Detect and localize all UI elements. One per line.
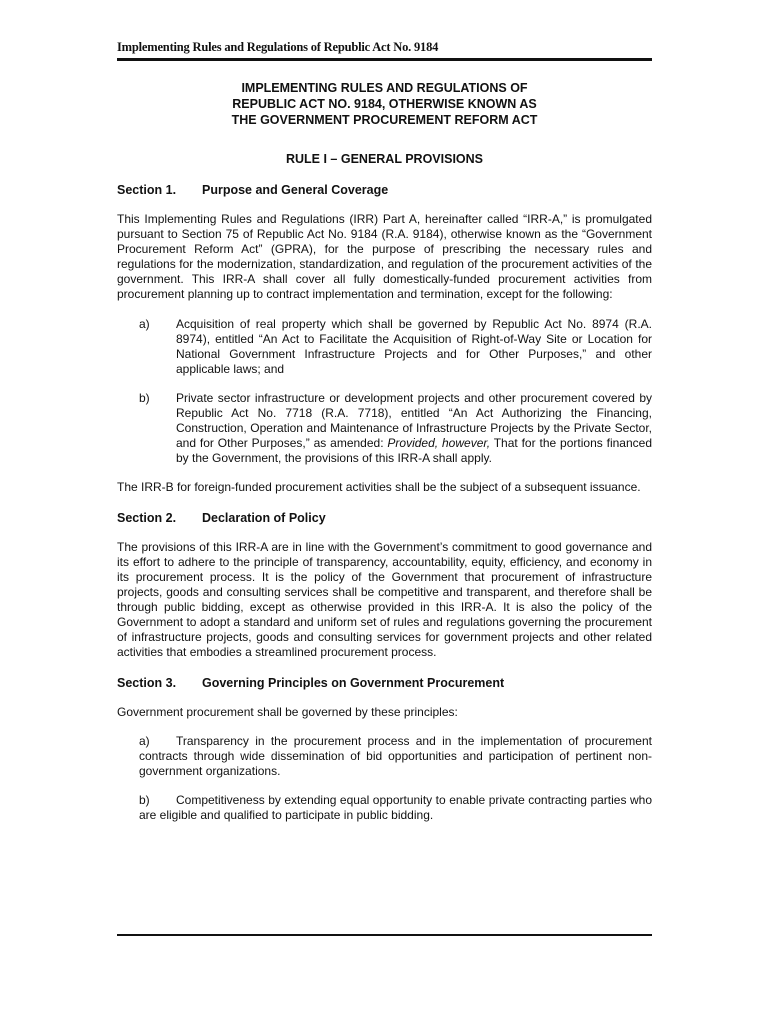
- document-page: [117, 38, 652, 823]
- section-2-number: Section 2.: [117, 511, 177, 525]
- section-1-heading: [117, 182, 652, 198]
- item-b-text-end: That for the portions financed by the Government, the provisions of this IRR-A shall apply.: [176, 436, 652, 465]
- item-marker: b): [139, 391, 150, 405]
- section-2-body: The provisions of this IRR-A are in line with the Government’s commitment to good governance and its effort to adhere to the principle of transparency, accountability, equity, efficiency, and economy in its procurement process. It is the policy of the Government that procurement of infrastructure projects, goods and consulting services shall be competitive and transparent, and therefore shall be through public bidding, except as otherwise provided in this IRR-A. It is also the policy of the Government to adopt a standard and uniform set of rules and regulations governing the procurement of infrastructure projects, goods and consulting services for government projects and other related activities that embodies a streamlined procurement process.: [117, 540, 652, 659]
- section-3-title: Governing Principles on Government Procurement: [202, 676, 505, 690]
- footer-rule: [117, 934, 652, 936]
- item-text: Acquisition of real property which shall be governed by Republic Act No. 8974 (R.A. 8974), entitled “An Act to Facilitate the Acquisition of Right-of-Way Site or Location for National Government Infrastructure Projects and for Other Purposes,” and other applicable laws; and: [176, 317, 652, 376]
- section-1-number: Section 1.: [117, 183, 177, 197]
- section-3-heading: [117, 675, 652, 691]
- header-rule: [117, 58, 652, 61]
- item-b-text-start: Private sector infrastructure or development projects and other procurement covered by Republic Act No. 7718 (R.A. 7718), entitled “An Act Authorizing the Financing, Construction, Operation and Maintenance of Infrastructure Projects by the Private Sector, and for Other Purposes,” as amended:: [176, 391, 652, 450]
- item-text: Competitiveness by extending equal opportunity to enable private contracting parties who are eligible and qualified to participate in public bidding.: [139, 793, 652, 822]
- section-3-item-b: [117, 793, 652, 823]
- item-b-proviso: Provided, however,: [387, 436, 491, 450]
- section-1-intro: This Implementing Rules and Regulations (IRR) Part A, hereinafter called “IRR-A,” is promulgated pursuant to Section 75 of Republic Act No. 9184 (R.A. 9184), otherwise known as the “Government Procurement Reform Act” (GPRA), for the purpose of prescribing the necessary rules and regulations for the modernization, standardization, and regulation of the procurement activities of the government. This IRR-A shall cover all fully domestically-funded procurement activities from procurement planning up to contract implementation and termination, except for the following:: [117, 212, 652, 301]
- section-1-title: Purpose and General Coverage: [202, 183, 389, 197]
- document-title: [117, 80, 652, 128]
- item-text: Transparency in the procurement process and in the implementation of procurement contracts through wide dissemination of bid opportunities and participation of pertinent non-government organizations.: [139, 734, 652, 778]
- section-2-title: Declaration of Policy: [202, 511, 326, 525]
- section-3-item-a: [117, 734, 652, 779]
- section-3-number: Section 3.: [117, 676, 177, 690]
- rule-title: RULE I – GENERAL PROVISIONS: [285, 152, 484, 166]
- title-line-3: THE GOVERNMENT PROCUREMENT REFORM ACT: [231, 113, 538, 127]
- title-line-2: REPUBLIC ACT NO. 9184, OTHERWISE KNOWN AS: [232, 97, 537, 111]
- section-3-intro: Government procurement shall be governed by these principles:: [117, 705, 458, 719]
- section-1-item-a: [117, 317, 652, 377]
- running-header: Implementing Rules and Regulations of Republic Act No. 9184: [117, 40, 439, 54]
- section-1-closing: The IRR-B for foreign-funded procurement activities shall be the subject of a subsequent issuance.: [117, 480, 641, 494]
- item-text: [176, 391, 652, 466]
- section-1-item-b: [117, 391, 652, 466]
- item-marker: a): [139, 734, 150, 748]
- title-line-1: IMPLEMENTING RULES AND REGULATIONS OF: [241, 81, 528, 95]
- section-2-heading: [117, 510, 652, 526]
- item-marker: a): [139, 317, 150, 331]
- item-marker: b): [139, 793, 150, 807]
